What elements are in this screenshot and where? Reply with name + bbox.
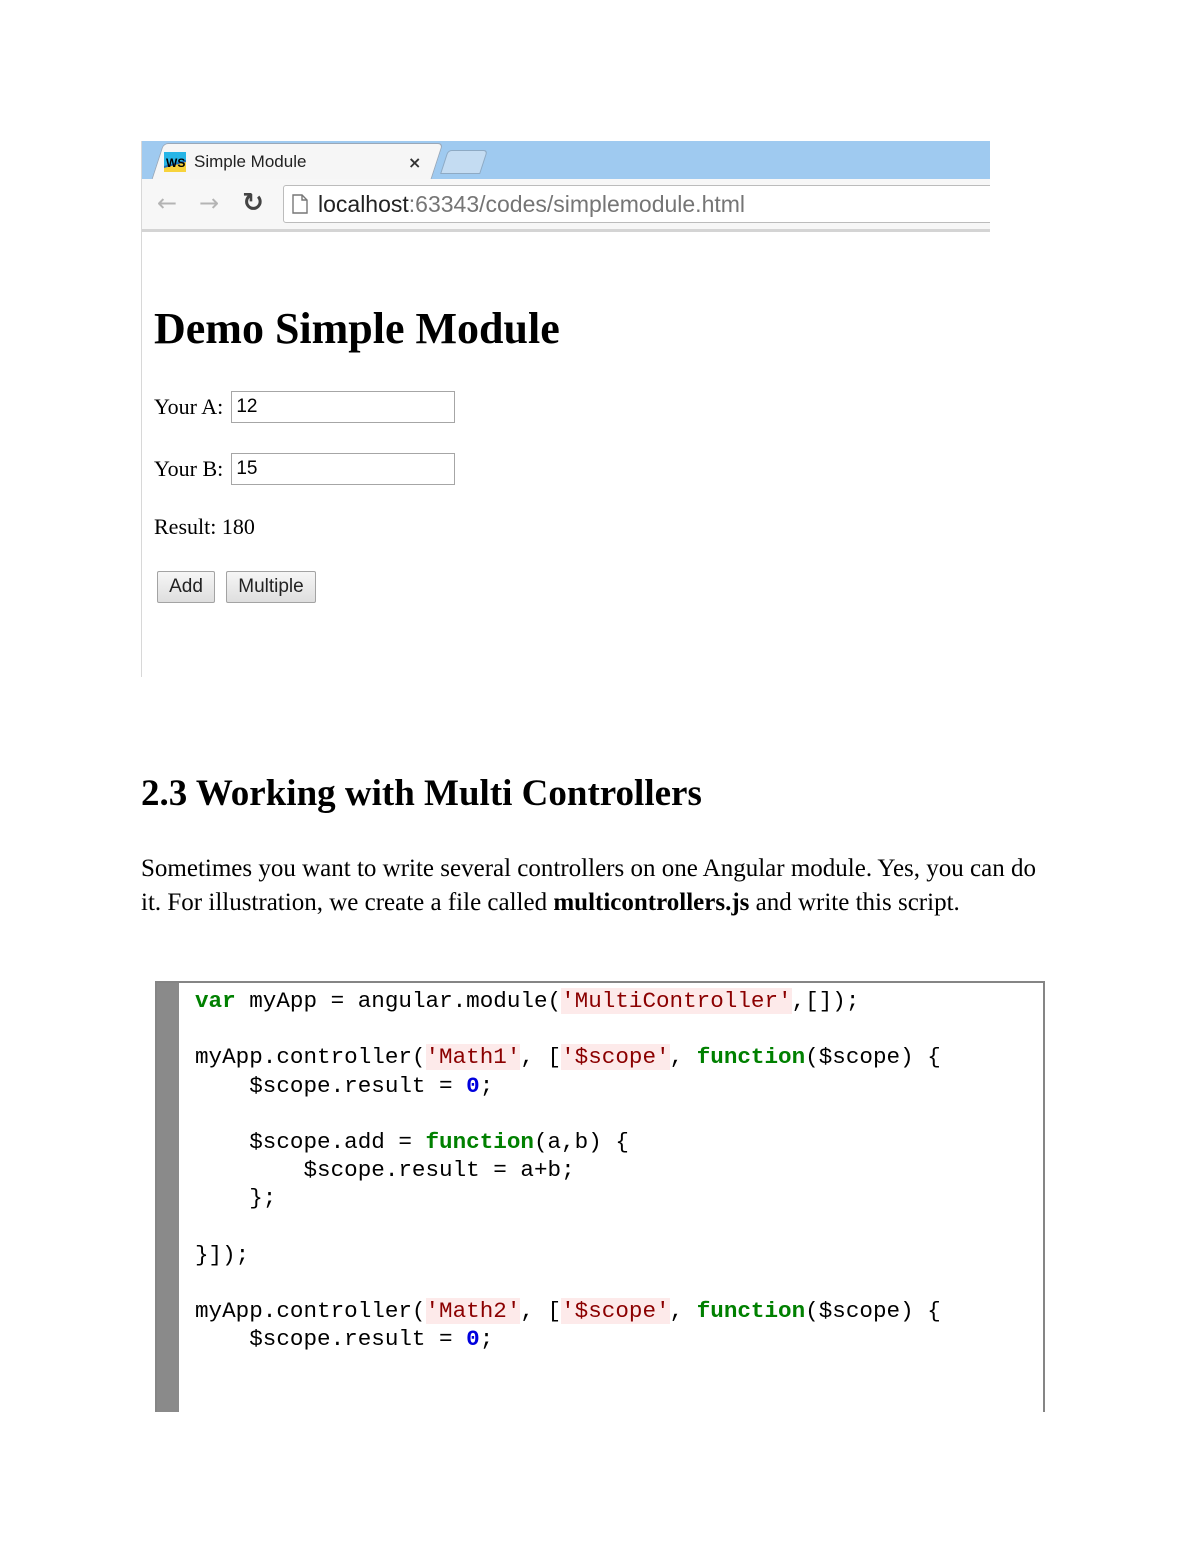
tab-title: Simple Module <box>194 152 307 171</box>
code-listing <box>195 987 941 1353</box>
code-token: 0 <box>466 1072 480 1099</box>
url-path: :63343/codes/simplemodule.html <box>408 190 746 217</box>
reload-icon[interactable]: ↻ <box>242 188 264 218</box>
label-a: Your A: <box>154 394 224 419</box>
code-token: function <box>696 1298 806 1325</box>
code-token: 'Math1' <box>425 1044 521 1071</box>
code-token: $scope.result = <box>195 1072 467 1099</box>
code-token: function <box>425 1128 534 1155</box>
address-bar[interactable] <box>283 185 990 223</box>
webstorm-favicon-icon <box>164 152 186 172</box>
code-line <box>195 1269 941 1297</box>
code-token: myApp.controller( <box>195 1044 426 1071</box>
code-line <box>195 1015 941 1043</box>
section-heading: 2.3 Working with Multi Controllers <box>141 773 702 814</box>
code-token: , <box>669 1044 697 1071</box>
tab-strip <box>142 141 990 179</box>
code-line <box>195 1184 941 1212</box>
code-line <box>195 1043 941 1071</box>
code-token: var <box>195 988 236 1014</box>
url-host: localhost <box>318 190 409 217</box>
input-b[interactable]: 15 <box>231 453 455 485</box>
result-text: Result: 180 <box>154 514 255 539</box>
tab-close-icon[interactable]: × <box>408 152 422 172</box>
browser-toolbar <box>142 179 990 232</box>
add-button[interactable]: Add <box>157 571 215 603</box>
code-block <box>155 981 1045 1412</box>
code-line <box>195 1325 941 1353</box>
code-token: myApp = angular.module( <box>235 988 562 1014</box>
code-line <box>195 1100 941 1128</box>
code-token: 'Math2' <box>425 1298 521 1325</box>
new-tab-button[interactable] <box>440 150 488 174</box>
code-token: 0 <box>466 1326 480 1353</box>
code-token: ,[]); <box>791 988 860 1014</box>
para-filename: multicontrollers.js <box>553 889 750 916</box>
code-token: }; <box>195 1185 277 1212</box>
browser-tab-content[interactable] <box>164 147 434 177</box>
code-token: , [ <box>520 1298 562 1325</box>
code-gutter <box>157 983 179 1412</box>
input-a[interactable]: 12 <box>231 391 455 423</box>
code-token: , [ <box>520 1044 562 1071</box>
para-text-1: Sometimes you want to write several controllers on one Angular module. Yes, you can do it. For illustration, we create a file called <box>141 855 1036 916</box>
code-token: '$scope' <box>561 1298 670 1325</box>
field-row-a <box>154 391 455 423</box>
code-line <box>195 1072 941 1100</box>
code-token: , <box>669 1298 697 1325</box>
back-arrow-icon[interactable]: ← <box>156 189 178 217</box>
code-token: ; <box>479 1072 494 1099</box>
code-token: '$scope' <box>561 1044 670 1071</box>
code-line <box>195 1128 941 1156</box>
demo-heading: Demo Simple Module <box>154 304 560 353</box>
code-token: $scope.result = a+b; <box>195 1157 575 1184</box>
code-token: }]); <box>195 1241 250 1268</box>
code-line <box>195 987 941 1015</box>
code-line <box>195 1297 941 1325</box>
code-token: $scope.result = <box>195 1326 467 1353</box>
code-token: ; <box>479 1326 494 1353</box>
field-row-b <box>154 453 455 485</box>
label-b: Your B: <box>154 456 224 481</box>
code-token: myApp.controller( <box>195 1298 426 1325</box>
code-token: function <box>696 1044 806 1071</box>
code-token: $scope.add = <box>195 1128 426 1155</box>
code-token: ($scope) { <box>805 1044 941 1071</box>
body-paragraph <box>141 852 1041 920</box>
forward-arrow-icon[interactable]: → <box>198 189 220 217</box>
svg-text:WS: WS <box>166 156 186 170</box>
code-line <box>195 1241 941 1269</box>
code-token: ($scope) { <box>805 1298 941 1325</box>
code-line <box>195 1213 941 1241</box>
code-line <box>195 1156 941 1184</box>
url-text[interactable] <box>318 191 745 218</box>
page-icon <box>292 194 308 214</box>
multiple-button[interactable]: Multiple <box>226 571 316 603</box>
para-text-2: and write this script. <box>749 889 960 916</box>
code-token: (a,b) { <box>533 1128 629 1155</box>
code-token: 'MultiController' <box>561 988 792 1014</box>
browser-screenshot <box>141 141 990 677</box>
